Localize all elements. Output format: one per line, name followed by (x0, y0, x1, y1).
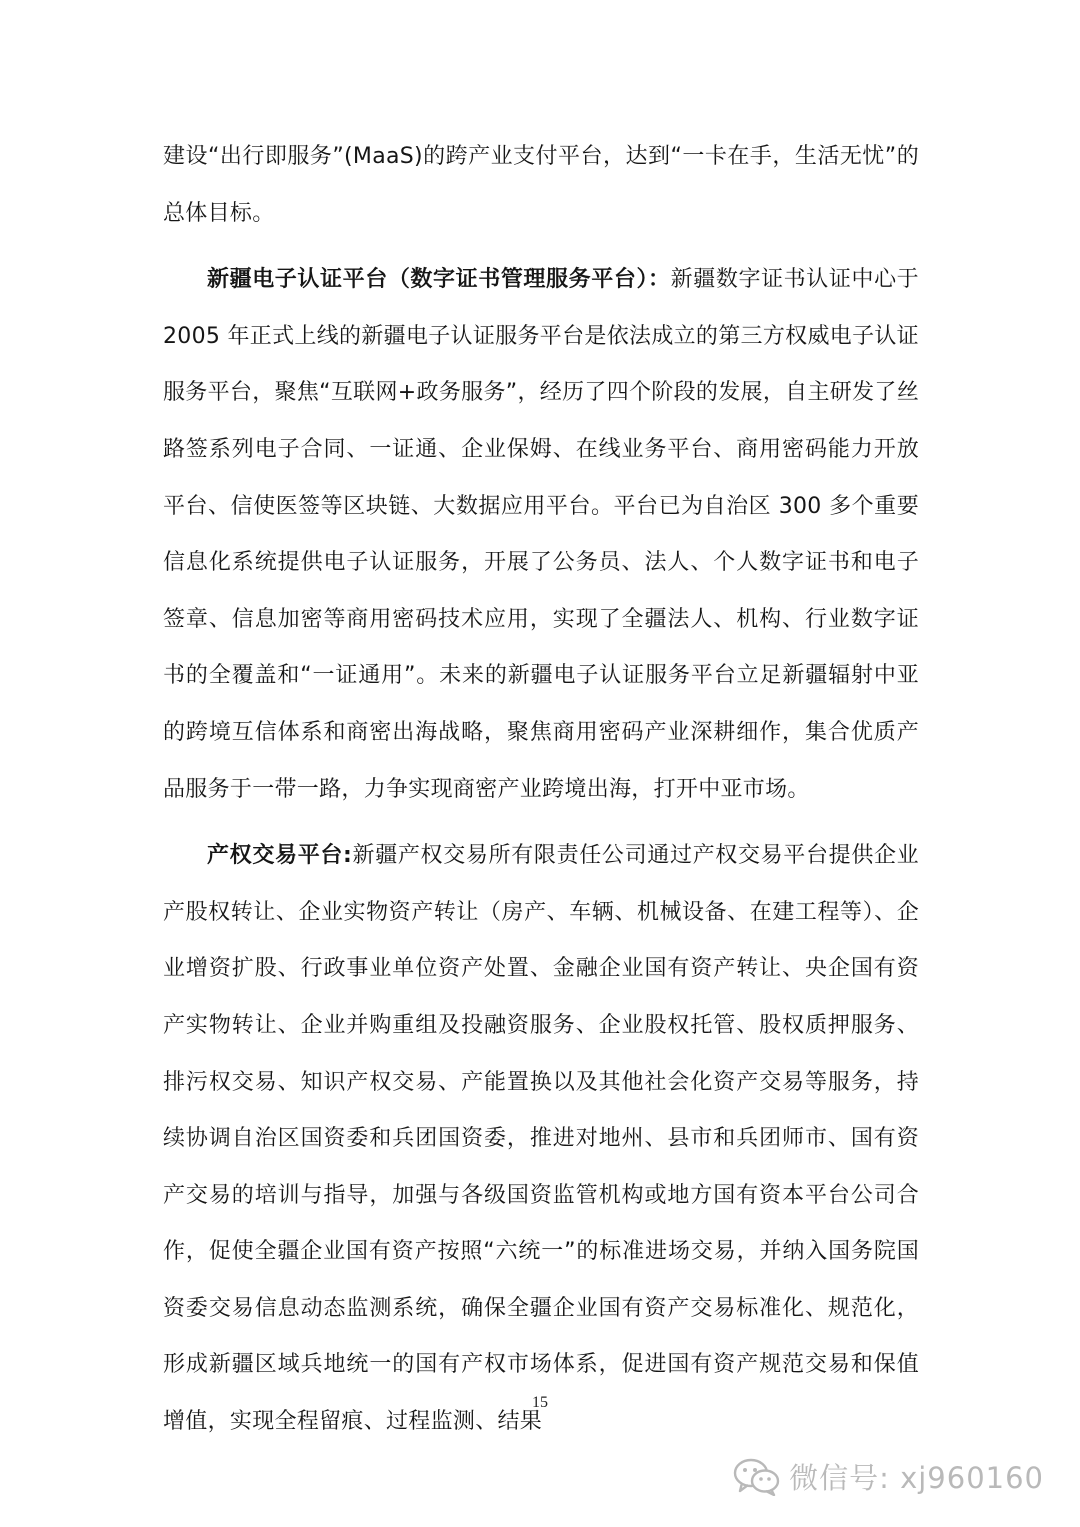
wechat-watermark (733, 1456, 1044, 1497)
paragraph-heading: 新疆电子认证平台（数字证书管理服务平台）： (207, 267, 671, 293)
watermark-text: 微信号: xj960160 (789, 1461, 1044, 1495)
page-number: 15 (532, 1394, 548, 1411)
paragraph-text: 新疆产权交易所有限责任公司通过产权交易平台提供企业产股权转让、企业实物资产转让（房产、车辆、机械设备、在建工程等）、企业增资扩股、行政事业单位资产处置、金融企业国有资产转让、央企国有资产实物转让、企业并购重组及投融资服务、企业股权托管、股权质押服务、排污权交易、知识产权交易、产能置换以及其他社会化资产交易等服务，持续协调自治区国资委和兵团国资委，推进对地州、县市和兵团师市、国有资产交易的培训与指导，加强与各级国资监管机构或地方国有资本平台公司合作，促使全疆企业国有资产按照“六统一”的标准进场交易，并纳入国务院国资委交易信息动态监测系统，确保全疆企业国有资产交易标准化、规范化，形成新疆区域兵地统一的国有产权市场体系，促进国有资产规范交易和保值增值，实现全程留痕、过程监测、结果 (163, 843, 919, 1435)
paragraph-text: 建设“出行即服务”(MaaS)的跨产业支付平台，达到“一卡在手，生活无忧”的总体目标。 (163, 144, 919, 226)
paragraph-e-certification-platform (163, 252, 919, 818)
paragraph-property-rights-exchange (163, 828, 919, 1451)
paragraph-text: 新疆数字证书认证中心于2005 年正式上线的新疆电子认证服务平台是依法成立的第三方权威电子认证服务平台，聚焦“互联网+政务服务”，经历了四个阶段的发展，自主研发了丝路签系列电子合同、一证通、企业保姆、在线业务平台、商用密码能力开放平台、信使医签等区块链、大数据应用平台。平台已为自治区 300 多个重要信息化系统提供电子认证服务，开展了公务员、法人、个人数字证书和电子签章、信息加密等商用密码技术应用，实现了全疆法人、机构、行业数字证书的全覆盖和“一证通用”。未来的新疆电子认证服务平台立足新疆辐射中亚的跨境互信体系和商密出海战略，聚焦商用密码产业深耕细作，集合优质产品服务于一带一路，力争实现商密产业跨境出海，打开中亚市场。 (163, 267, 919, 802)
document-body (163, 129, 919, 1451)
paragraph-heading: 产权交易平台: (207, 843, 353, 869)
wechat-icon (733, 1458, 781, 1496)
paragraph-maas-goal (163, 129, 919, 242)
